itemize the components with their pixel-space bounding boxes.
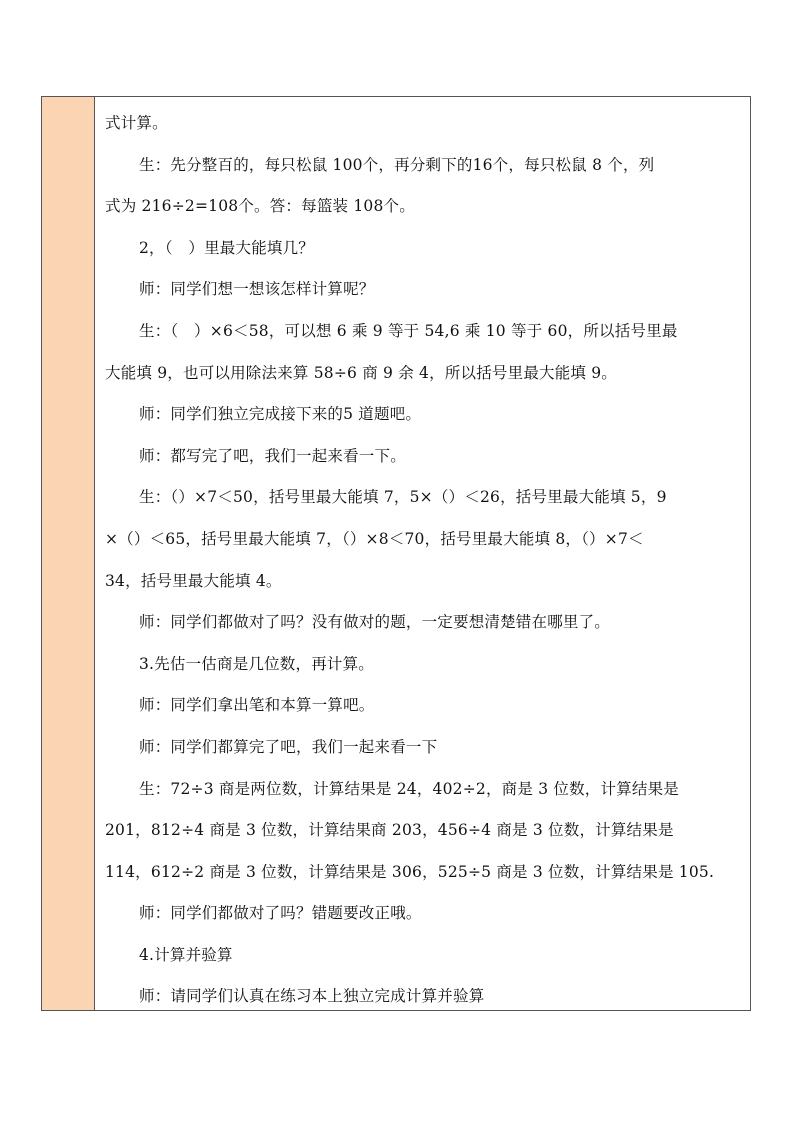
text-line: 3.先估一估商是几位数，再计算。 [139,654,374,673]
left-column-shaded [42,97,95,1010]
text-line: 生：先分整百的，每只松鼠 100个，再分剩下的16个，每只松鼠 8 个，列 [139,155,655,174]
text-line: 师：同学们都算完了吧，我们一起来看一下 [139,737,438,756]
text-line: 生：72÷3 商是两位数，计算结果是 24，402÷2，商是 3 位数，计算结果是 [139,779,680,798]
text-line: 201，812÷4 商是 3 位数，计算结果商 203，456÷4 商是 3 位数，计算结果是 [105,821,674,840]
text-line: 34，括号里最大能填 4。 [105,571,282,590]
lesson-content [95,97,750,1010]
text-line: 师：同学们都做对了吗？没有做对的题，一定要想清楚错在哪里了。 [139,613,611,632]
lesson-table [41,96,751,1011]
text-line: 2，（ ）里最大能填几？ [139,238,315,257]
text-line: 4.计算并验算 [139,945,233,964]
text-line: ×（）＜65，括号里最大能填 7，（）×8＜70，括号里最大能填 8，（）×7＜ [105,529,644,548]
text-line: 师：同学们都做对了吗？错题要改正哦。 [139,904,422,923]
text-line: 大能填 9，也可以用除法来算 58÷6 商 9 余 4，所以括号里最大能填 9。 [105,363,618,382]
text-line: 生：（）×7＜50，括号里最大能填 7，5×（）＜26，括号里最大能填 5，9 [139,488,667,507]
text-line: 114，612÷2 商是 3 位数，计算结果是 306，525÷5 商是 3 位数，计算结果是 105. [105,862,715,881]
text-line: 师：同学们独立完成接下来的5 道题吧。 [139,405,422,424]
text-line: 师：同学们想一想该怎样计算呢？ [139,280,375,299]
text-line: 师：都写完了吧，我们一起来看一下。 [139,446,406,465]
text-line: 式计算。 [105,114,168,132]
text-line: 师：同学们拿出笔和本算一算吧。 [139,696,375,715]
text-line: 式为 216÷2=108个。答：每篮装 108个。 [105,197,415,216]
text-line: 师：请同学们认真在练习本上独立完成计算并验算 [139,987,485,1006]
text-line: 生：（ ）×6＜58，可以想 6 乘 9 等于 54,6 乘 10 等于 60，所以括号里最 [139,321,678,340]
